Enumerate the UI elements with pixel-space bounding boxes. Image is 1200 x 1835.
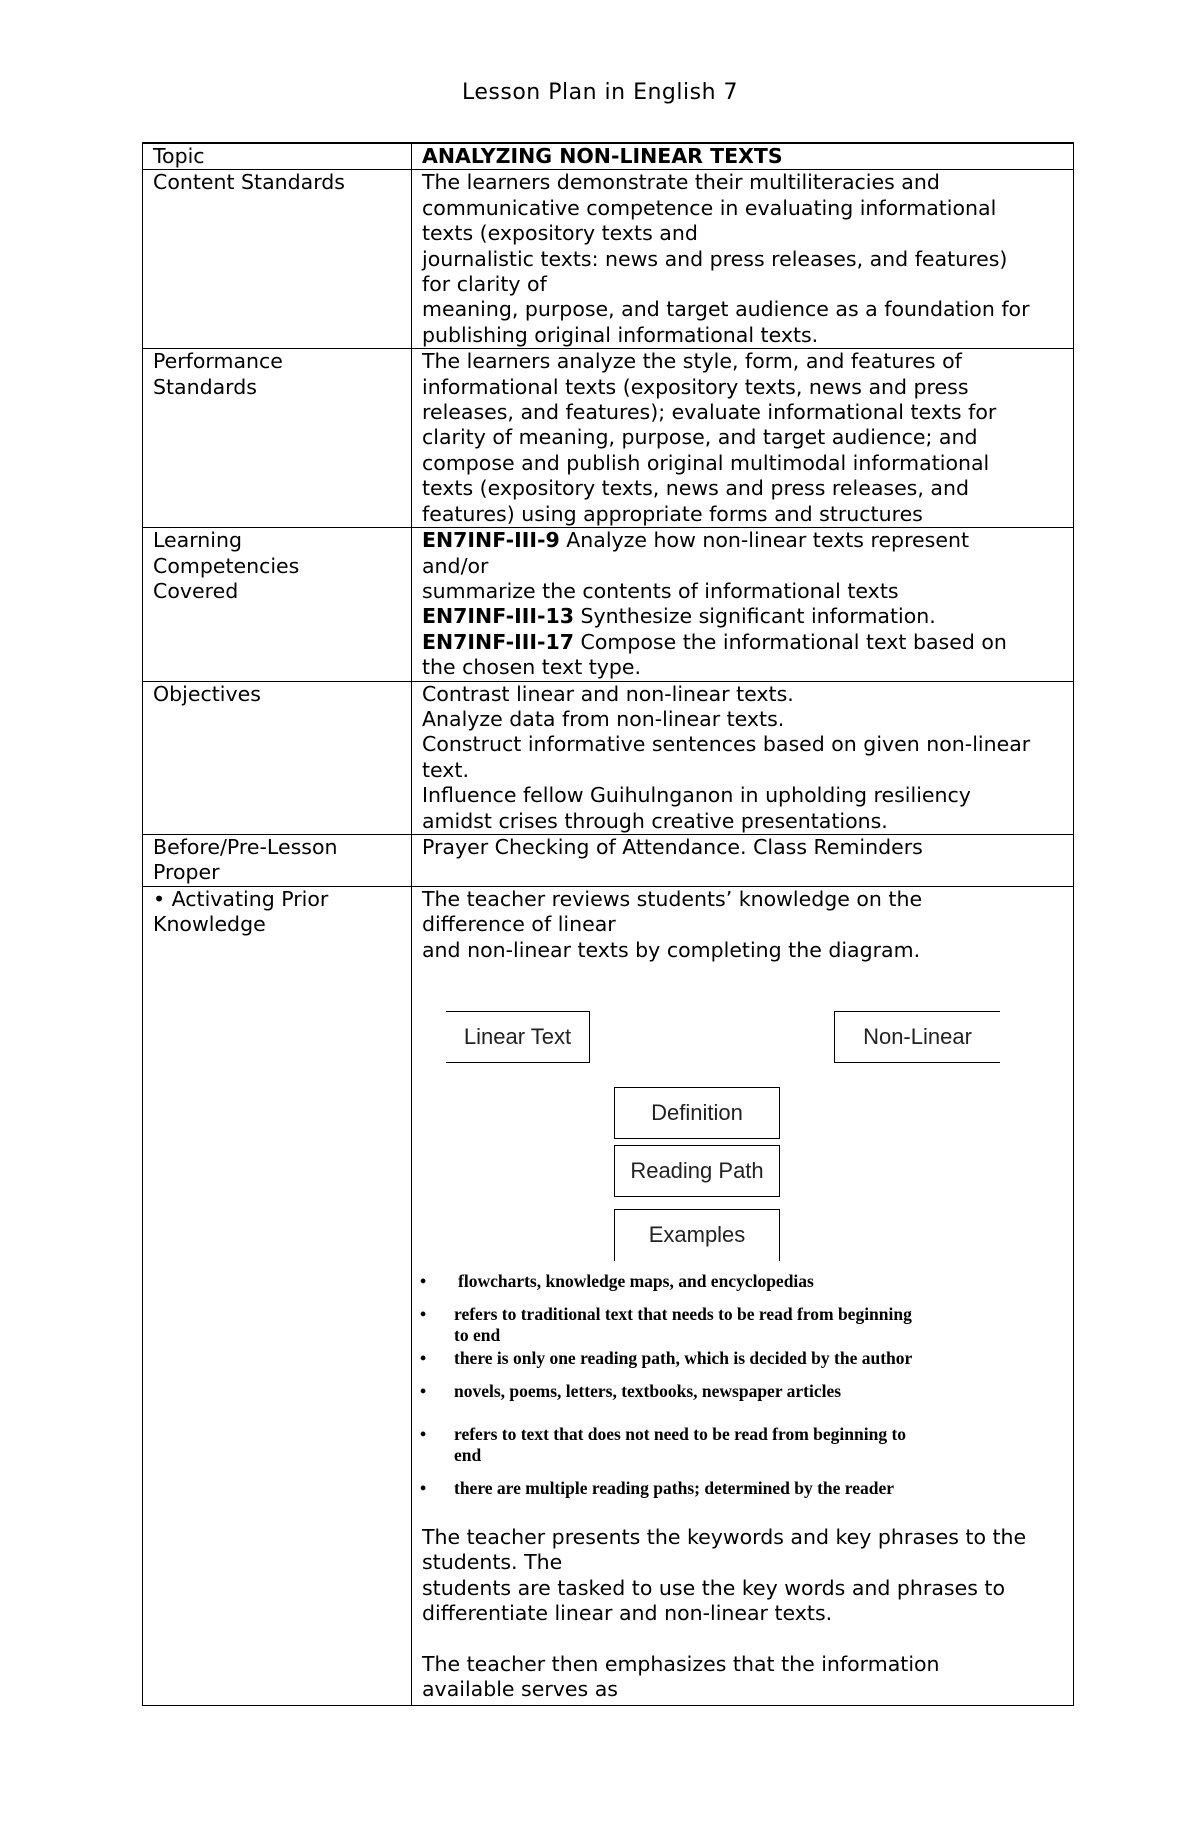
- learning-competencies-label: [143, 528, 412, 681]
- text-line: text.: [422, 757, 469, 782]
- bullet-icon: •: [420, 1478, 427, 1498]
- non-linear-box: [834, 1011, 1000, 1063]
- bullet-text: [454, 1304, 1054, 1346]
- text-line: The teacher presents the keywords and key phrases to the: [422, 1525, 1027, 1549]
- performance-standards-label: [143, 349, 412, 528]
- activating-label: [143, 886, 412, 1705]
- objectives-label: Objectives: [143, 681, 412, 834]
- label-line: Competencies: [153, 553, 300, 578]
- competency-line: the chosen text type.: [422, 655, 642, 680]
- performance-standards-value: [412, 349, 1074, 528]
- competency-line: [422, 630, 1063, 655]
- text-line: texts (expository texts, news and press releases, and: [422, 476, 969, 501]
- text-line: texts (expository texts and: [422, 221, 698, 246]
- linear-text-box: [446, 1011, 590, 1063]
- bullet-line: to end: [454, 1325, 501, 1345]
- bullet-icon: •: [420, 1304, 427, 1324]
- label-line: Covered: [153, 578, 239, 603]
- table-row-before-lesson: [143, 834, 1074, 886]
- text-line: amidst crises through creative presentations.: [422, 808, 888, 833]
- table-row-objectives: [143, 681, 1074, 834]
- competency-line: summarize the contents of informational texts: [422, 578, 899, 603]
- bullet-icon: •: [420, 1348, 427, 1368]
- label-line: Learning: [153, 528, 242, 553]
- competency-code: EN7INF-III-9: [422, 528, 560, 553]
- label-line: • Activating Prior: [153, 886, 329, 911]
- text-line: informational texts (expository texts, news and press: [422, 374, 969, 399]
- bullet-text: there is only one reading path, which is decided by the author: [454, 1348, 913, 1368]
- reading-path-label: Reading Path: [630, 1158, 764, 1183]
- objectives-value: [412, 681, 1074, 834]
- label-line: Before/Pre-Lesson: [153, 834, 338, 859]
- label-line: Proper: [153, 860, 220, 885]
- text-line: The teacher reviews students’ knowledge on the: [422, 886, 923, 911]
- text-line: meaning, purpose, and target audience as a foundation for: [422, 297, 1030, 322]
- text-line: [422, 1627, 1063, 1652]
- examples-box: [614, 1209, 780, 1261]
- text-line: publishing original informational texts.: [422, 322, 819, 347]
- text-line: available serves as: [422, 1677, 618, 1702]
- competency-line: and/or: [422, 553, 489, 578]
- definition-label: Definition: [651, 1100, 743, 1125]
- bullet-text: [454, 1424, 1054, 1466]
- text-line: Influence fellow Guihulnganon in upholding resiliency: [422, 783, 971, 808]
- competency-text: Analyze how non-linear texts represent: [559, 528, 969, 553]
- table-row-content-standards: [143, 170, 1074, 349]
- table-row-topic: [143, 143, 1074, 170]
- text-line: Construct informative sentences based on given non-linear: [422, 732, 1031, 757]
- linear-text-label: Linear Text: [463, 1024, 572, 1049]
- activating-value: [412, 886, 1074, 1705]
- lesson-plan-table: [142, 142, 1074, 1706]
- competency-line: [422, 528, 1063, 553]
- bullet-line: refers to traditional text that needs to be read from beginning: [454, 1304, 912, 1324]
- label-line: Knowledge: [153, 912, 266, 937]
- text-line: students. The: [422, 1550, 563, 1575]
- bullet-icon: •: [420, 1381, 427, 1401]
- text-line: communicative competence in evaluating informational: [422, 195, 997, 220]
- text-line: Contrast linear and non-linear texts.: [422, 681, 794, 706]
- text-line: students are tasked to use the key words and phrases to: [422, 1575, 1005, 1600]
- learning-competencies-value: [412, 528, 1074, 681]
- before-lesson-value: Prayer Checking of Attendance. Class Reminders: [412, 834, 1074, 886]
- text-line: releases, and features); evaluate informational texts for: [422, 400, 997, 425]
- bullet-line: refers to text that does not need to be read from beginning to: [454, 1424, 907, 1444]
- non-linear-label: Non-Linear: [863, 1024, 972, 1049]
- bullet-icon: •: [420, 1424, 427, 1444]
- table-row-performance-standards: [143, 349, 1074, 528]
- text-line: features) using appropriate forms and structures: [422, 501, 923, 526]
- topic-value: ANALYZING NON-LINEAR TEXTS: [412, 143, 1074, 170]
- bullet-text: flowcharts, knowledge maps, and encyclopedias: [458, 1271, 814, 1291]
- table-row-learning-competencies: [143, 528, 1074, 681]
- competency-text: Synthesize significant information.: [574, 604, 936, 629]
- text-line: The learners analyze the style, form, and features of: [422, 349, 962, 374]
- competency-line: [422, 604, 1063, 629]
- topic-label: Topic: [143, 143, 412, 170]
- activity-description: [422, 1525, 1063, 1703]
- text-line: for clarity of: [422, 272, 547, 297]
- bullet-icon: •: [420, 1271, 427, 1291]
- text-line: Analyze data from non-linear texts.: [422, 706, 785, 731]
- text-line: and non-linear texts by completing the diagram.: [422, 937, 921, 962]
- label-line: Performance: [153, 349, 283, 374]
- text-line: journalistic texts: news and press releases, and features): [422, 246, 1008, 271]
- page-title: Lesson Plan in English 7: [462, 80, 738, 105]
- content-standards-value: [412, 170, 1074, 349]
- competency-code: EN7INF-III-13: [422, 604, 575, 629]
- bullet-line: end: [454, 1445, 482, 1465]
- definition-box: [614, 1087, 780, 1139]
- reading-path-box: [614, 1145, 780, 1197]
- table-row-activating: [143, 886, 1074, 1705]
- text-line: difference of linear: [422, 912, 616, 937]
- examples-label: Examples: [648, 1222, 746, 1247]
- competency-text: Compose the informational text based on: [574, 629, 1007, 654]
- text-line: clarity of meaning, purpose, and target audience; and: [422, 425, 978, 450]
- bullet-text: there are multiple reading paths; determined by the reader: [454, 1478, 895, 1498]
- bullet-text: novels, poems, letters, textbooks, newspaper articles: [454, 1381, 842, 1401]
- text-line: differentiate linear and non-linear texts.: [422, 1601, 833, 1626]
- competency-code: EN7INF-III-17: [422, 629, 575, 654]
- before-lesson-label: [143, 834, 412, 886]
- content-standards-label: Content Standards: [143, 170, 412, 349]
- text-line: compose and publish original multimodal informational: [422, 450, 990, 475]
- text-line: The learners demonstrate their multiliteracies and: [422, 170, 940, 195]
- label-line: Standards: [153, 374, 257, 399]
- text-line: The teacher then emphasizes that the information: [422, 1652, 940, 1677]
- comparison-diagram: [412, 963, 1073, 1525]
